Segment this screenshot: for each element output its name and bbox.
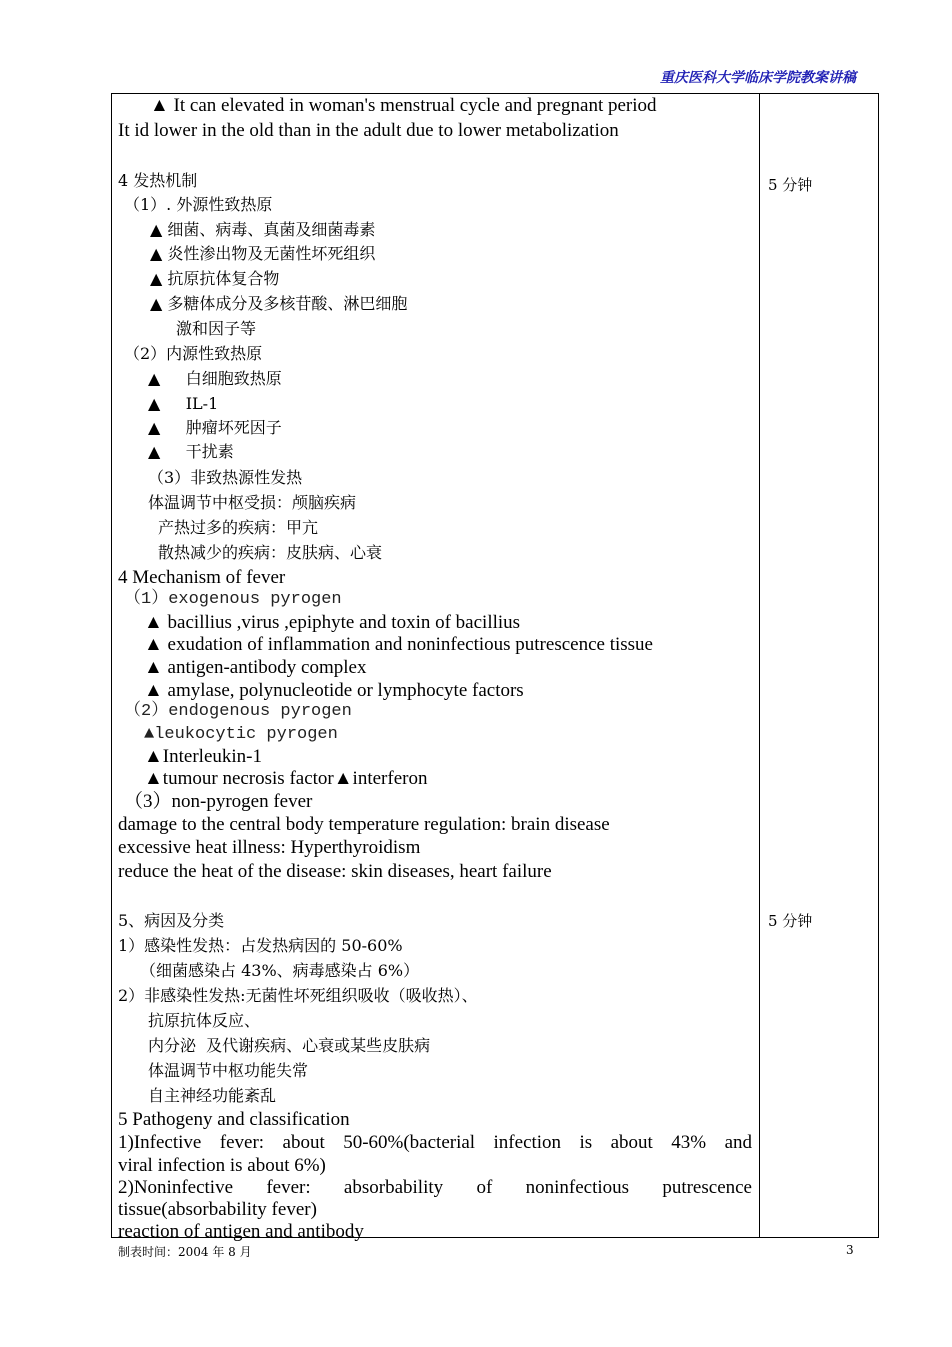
section-heading: 5 Pathogeny and classification — [118, 1109, 350, 1130]
text-line: ▲Interleukin-1 — [144, 746, 262, 767]
text-line: 散热减少的疾病：皮肤病、心衰 — [158, 543, 383, 562]
text-line: 体温调节中枢功能失常 — [148, 1061, 309, 1080]
text-line: It id lower in the old than in the adult due to lower metabolization — [118, 120, 619, 141]
text-line: ▲ 细菌、病毒、真菌及细菌毒素 — [150, 220, 376, 239]
text-line: （3）非致热源性发热 — [148, 468, 303, 487]
text-line: （2）endogenous pyrogen — [124, 702, 352, 721]
text-line: 抗原抗体反应、 — [148, 1011, 261, 1030]
text-line: ▲ bacillius ,virus ,epiphyte and toxin of bacillius — [144, 612, 521, 633]
text-line: 激和因子等 — [176, 319, 257, 338]
text-line: 2）非感染性发热:无菌性坏死组织吸收（吸收热）、 — [118, 986, 478, 1005]
text-line: ▲ 炎性渗出物及无菌性坏死组织 — [150, 244, 376, 263]
text-line: reduce the heat of the disease: skin diseases, heart failure — [118, 861, 552, 882]
text-line: （1）exogenous pyrogen — [124, 590, 342, 609]
time-allocation: 5 分钟 — [768, 176, 813, 194]
text-line: reaction of antigen and antibody — [118, 1221, 364, 1242]
text-line: ▲ amylase, polynucleotide or lymphocyte factors — [144, 680, 524, 701]
text-line: tissue(absorbability fever) — [118, 1199, 317, 1220]
text-line: ▲ It can elevated in woman's menstrual cycle and pregnant period — [150, 95, 657, 116]
column-divider — [759, 93, 760, 1238]
text-line: ▲ IL-1 — [148, 394, 219, 413]
time-allocation: 5 分钟 — [768, 912, 813, 930]
text-line: （3）non-pyrogen fever — [124, 791, 313, 812]
text-line: 产热过多的疾病：甲亢 — [158, 518, 319, 537]
text-line: （细菌感染占 43%、病毒感染占 6%） — [140, 961, 420, 980]
page-number: 3 — [846, 1243, 854, 1257]
text-line: ▲ exudation of inflammation and noninfectious putrescence tissue — [144, 634, 653, 655]
text-line: 体温调节中枢受损：颅脑疾病 — [148, 493, 357, 512]
text-line: 1）感染性发热：占发热病因的 50-60% — [118, 936, 403, 955]
text-line: ▲ 白细胞致热原 — [148, 369, 282, 388]
text-line: 自主神经功能紊乱 — [148, 1086, 277, 1105]
text-line: ▲ 干扰素 — [148, 442, 234, 461]
text-line: viral infection is about 6%) — [118, 1155, 326, 1176]
section-heading: 4 Mechanism of fever — [118, 567, 286, 588]
text-line: damage to the central body temperature regulation: brain disease — [118, 814, 610, 835]
section-heading: 5、病因及分类 — [118, 911, 225, 930]
text-line: 1)Infective fever: about 50-60%(bacterial infection is about 43% and — [118, 1132, 752, 1153]
text-line: ▲leukocytic pyrogen — [144, 725, 338, 744]
text-line: ▲ 多糖体成分及多核苷酸、淋巴细胞 — [150, 294, 408, 313]
text-line: 内分泌 及代谢疾病、心衰或某些皮肤病 — [148, 1036, 431, 1055]
footer-date: 制表时间：2004 年 8 月 — [118, 1245, 252, 1259]
text-line: 2)Noninfective fever: absorbability of noninfectious putrescence — [118, 1177, 752, 1198]
text-line: ▲tumour necrosis factor▲interferon — [144, 768, 428, 789]
text-line: （2）内源性致热原 — [124, 344, 263, 363]
text-line: （1）. 外源性致热原 — [124, 195, 273, 214]
text-line: ▲ 抗原抗体复合物 — [150, 269, 280, 288]
text-line: excessive heat illness: Hyperthyroidism — [118, 837, 421, 858]
text-line: ▲ antigen-antibody complex — [144, 657, 367, 678]
institution-header: 重庆医科大学临床学院教案讲稿 — [660, 70, 856, 86]
section-heading: 4 发热机制 — [118, 171, 198, 190]
text-line: ▲ 肿瘤坏死因子 — [148, 418, 282, 437]
